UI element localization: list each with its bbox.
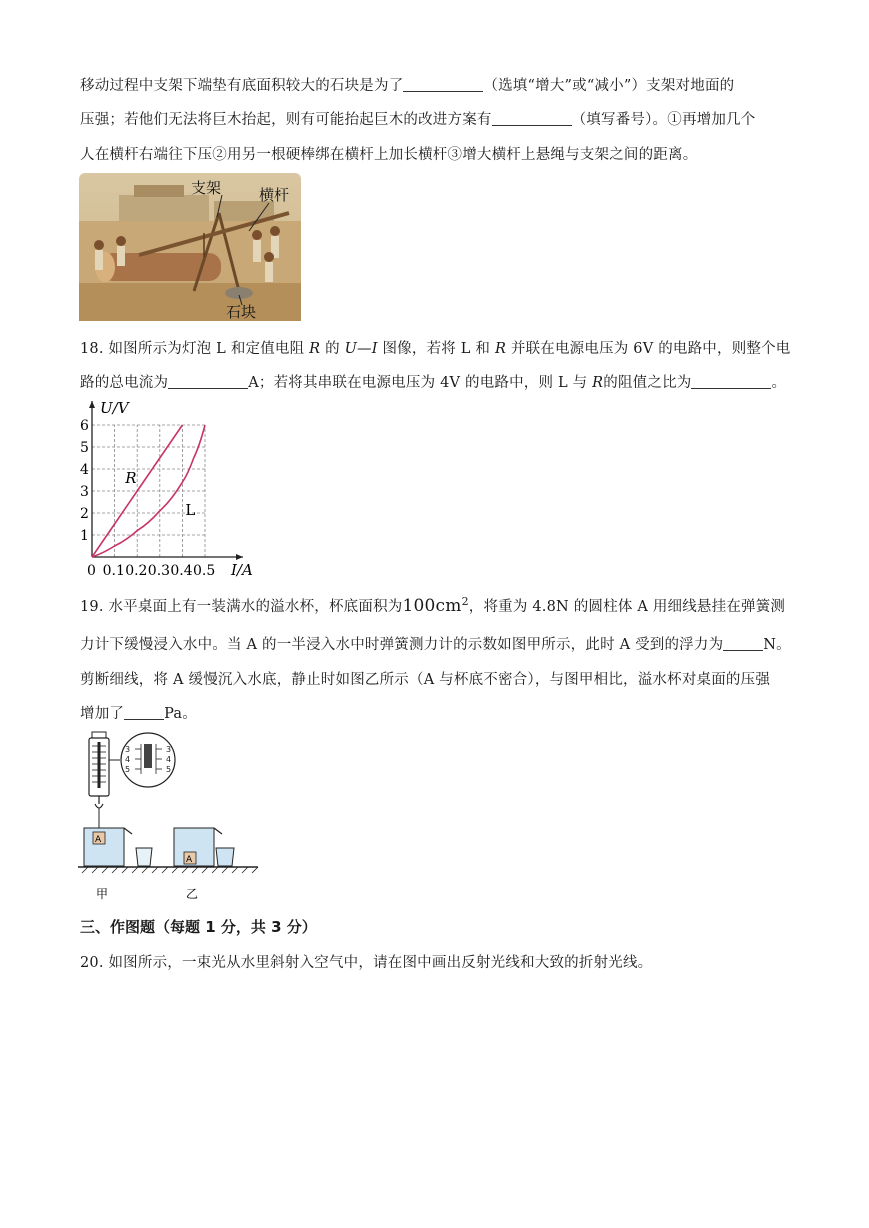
x-tick-label: 0.3: [147, 563, 171, 579]
overflow-cup-jia: [84, 828, 132, 866]
q17-line-2: 压强；若他们无法将巨木抬起，则有可能抬起巨木的改进方案有 （填写番号）。①再增加几个: [80, 112, 756, 128]
svg-text:4: 4: [125, 755, 131, 764]
answer-blank[interactable]: [403, 77, 483, 92]
answer-blank[interactable]: [492, 111, 572, 126]
y-tick-label: 5: [80, 440, 89, 456]
q19-line-1: 19. 水平桌面上有一装满水的溢水杯，杯底面积为$100cm^2$，将重为 4.8N 的圆柱体 A 用细线悬挂在弹簧测: [80, 595, 786, 616]
x-tick-label: 0.4: [170, 563, 193, 579]
q20-text: 20. 如图所示，一束光从水里斜射入空气中，请在图中画出反射光线和大致的折射光线。: [80, 955, 653, 971]
y-tick-label: 1: [80, 528, 89, 544]
spring-scale: [89, 732, 109, 834]
series-label-l: L: [185, 500, 196, 519]
label-jia: 甲: [96, 887, 109, 901]
svg-text:A: A: [186, 855, 193, 865]
y-tick-label: 4: [80, 462, 89, 478]
q18-line-1: 18. 如图所示为灯泡 L 和定值电阻 R 的 U—I 图像，若将 L 和 R 并联在电源电压为 6V 的电路中，则整个电: [80, 341, 791, 357]
answer-blank[interactable]: [723, 636, 763, 651]
label-yi: 乙: [186, 887, 199, 901]
q19-figure: [78, 730, 268, 902]
x-axis-arrow: [236, 554, 243, 560]
q19-line-3: 剪断细线，将 A 缓慢沉入水底，静止时如图乙所示（A 与杯底不密合），与图甲相比，溢水杯对桌面的压强: [80, 672, 771, 688]
answer-blank[interactable]: [168, 374, 248, 389]
x-tick-label: 0.5: [193, 563, 216, 579]
answer-blank[interactable]: [124, 705, 164, 720]
overflow-cup-yi: [174, 828, 222, 866]
y-tick-label: 3: [80, 484, 89, 500]
label-crossbar: 横杆: [259, 186, 290, 204]
y-tick-label: 6: [80, 418, 89, 434]
answer-blank[interactable]: [691, 374, 771, 389]
y-axis-label: U/V: [100, 399, 129, 417]
svg-text:3: 3: [125, 745, 131, 754]
q17-illustration: [79, 173, 301, 321]
label-stone: 石块: [226, 303, 257, 321]
beaker-yi: [216, 848, 234, 866]
svg-text:5: 5: [125, 765, 131, 774]
svg-text:3: 3: [166, 745, 172, 754]
x-tick-label: 0.2: [125, 563, 148, 579]
svg-text:A: A: [95, 835, 102, 845]
svg-text:5: 5: [166, 765, 172, 774]
u-i-chart: [72, 393, 262, 583]
series-label-r: R: [125, 468, 137, 487]
section-heading: 三、作图题（每题 1 分，共 3 分）: [80, 918, 317, 936]
beaker-jia: [136, 848, 152, 866]
y-tick-label: 2: [80, 506, 89, 522]
origin-label: 0: [87, 563, 96, 579]
x-tick-label: 0.1: [102, 563, 125, 579]
y-axis-arrow: [89, 401, 95, 408]
q19-line-4: 增加了 Pa。: [80, 706, 197, 722]
label-support: 支架: [191, 179, 222, 197]
q18-line-2: 路的总电流为 A；若将其串联在电源电压为 4V 的电路中，则 L 与 R的阻值之比为 。: [80, 375, 787, 391]
q17-line-3: 人在横杆右端往下压②用另一根硬棒绑在横杆上加长横杆③增大横杆上悬绳与支架之间的距离。: [80, 147, 698, 163]
q19-line-2: 力计下缓慢浸入水中。当 A 的一半浸入水中时弹簧测力计的示数如图甲所示，此时 A 受到的浮力为 N。: [80, 637, 791, 653]
q17-line-1: 移动过程中支架下端垫有底面积较大的石块是为了 （选填“增大”或“减小”）支架对地面的: [80, 78, 735, 94]
x-axis-label: I/A: [231, 561, 253, 579]
svg-text:4: 4: [166, 755, 172, 764]
